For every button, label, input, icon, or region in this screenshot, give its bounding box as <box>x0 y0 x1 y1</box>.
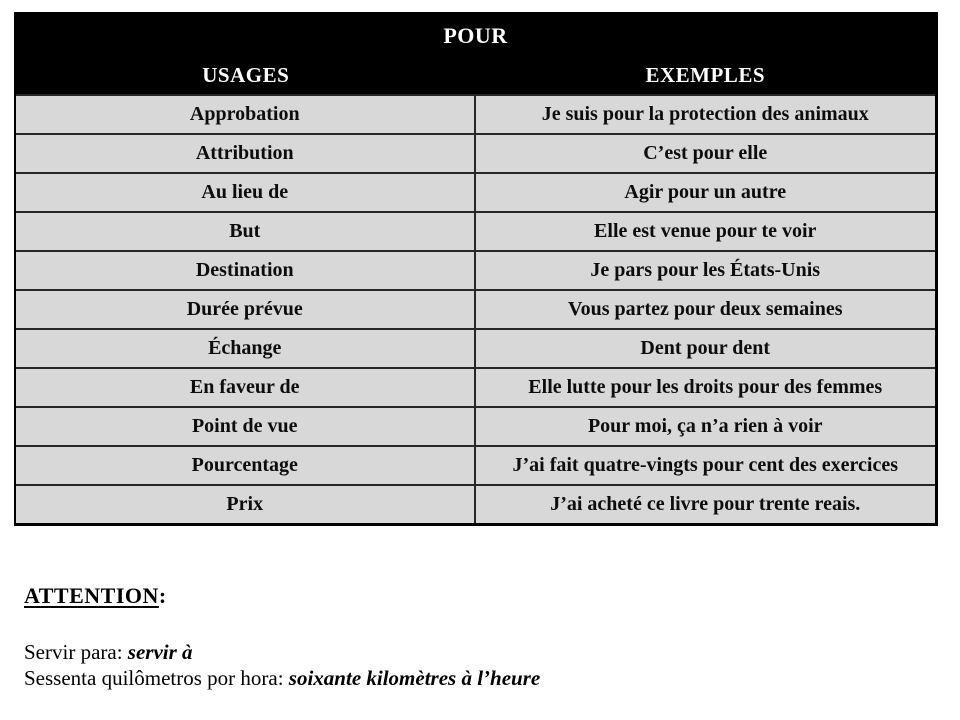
usage-cell: Échange <box>16 330 476 367</box>
example-cell: Vous partez pour deux semaines <box>568 298 843 320</box>
attention-heading <box>24 583 540 609</box>
attention-heading-colon: : <box>158 583 167 608</box>
usage-cell: Attribution <box>16 135 476 172</box>
note-value: servir à <box>127 640 193 664</box>
usage-cell: En faveur de <box>16 369 476 406</box>
attention-heading-text: ATTENTION <box>24 583 159 608</box>
table-header <box>16 14 935 94</box>
example-cell: Elle est venue pour te voir <box>594 220 817 242</box>
column-headers <box>16 63 935 88</box>
pour-usage-table <box>14 12 938 526</box>
column-header-usages: USAGES <box>202 63 290 87</box>
example-cell: Pour moi, ça n’a rien à voir <box>587 415 823 437</box>
note-line <box>24 665 540 691</box>
note-label: Sessenta quilômetros por hora: <box>24 666 289 690</box>
table-row <box>16 211 935 250</box>
table-row <box>16 484 935 523</box>
example-cell: C’est pour elle <box>643 142 768 164</box>
usage-cell: Destination <box>16 252 476 289</box>
table-row <box>16 94 935 133</box>
table-row <box>16 133 935 172</box>
table-row <box>16 289 935 328</box>
example-cell: Dent pour dent <box>640 337 771 359</box>
table-row <box>16 367 935 406</box>
note-value: soixante kilomètres à l’heure <box>288 666 541 690</box>
table-row <box>16 406 935 445</box>
attention-section <box>24 583 540 691</box>
table-body <box>16 94 935 523</box>
example-cell: J’ai acheté ce livre pour trente reais. <box>550 493 861 515</box>
table-row <box>16 172 935 211</box>
usage-cell: Prix <box>16 486 476 523</box>
usage-cell: Pourcentage <box>16 447 476 484</box>
example-cell: Je pars pour les États-Unis <box>590 259 821 281</box>
table-title: POUR <box>443 23 508 48</box>
table-row <box>16 445 935 484</box>
usage-cell: Au lieu de <box>16 174 476 211</box>
table-row <box>16 328 935 367</box>
table-row <box>16 250 935 289</box>
example-cell: Elle lutte pour les droits pour des femmes <box>528 376 883 398</box>
example-cell: Je suis pour la protection des animaux <box>541 103 869 125</box>
usage-cell: But <box>16 213 476 250</box>
note-line <box>24 639 540 665</box>
column-header-exemples: EXEMPLES <box>645 63 766 87</box>
example-cell: Agir pour un autre <box>624 181 787 203</box>
usage-cell: Point de vue <box>16 408 476 445</box>
usage-cell: Approbation <box>16 96 476 133</box>
usage-cell: Durée prévue <box>16 291 476 328</box>
attention-notes <box>24 639 540 691</box>
note-label: Servir para: <box>24 640 128 664</box>
example-cell: J’ai fait quatre-vingts pour cent des exercices <box>512 454 898 476</box>
